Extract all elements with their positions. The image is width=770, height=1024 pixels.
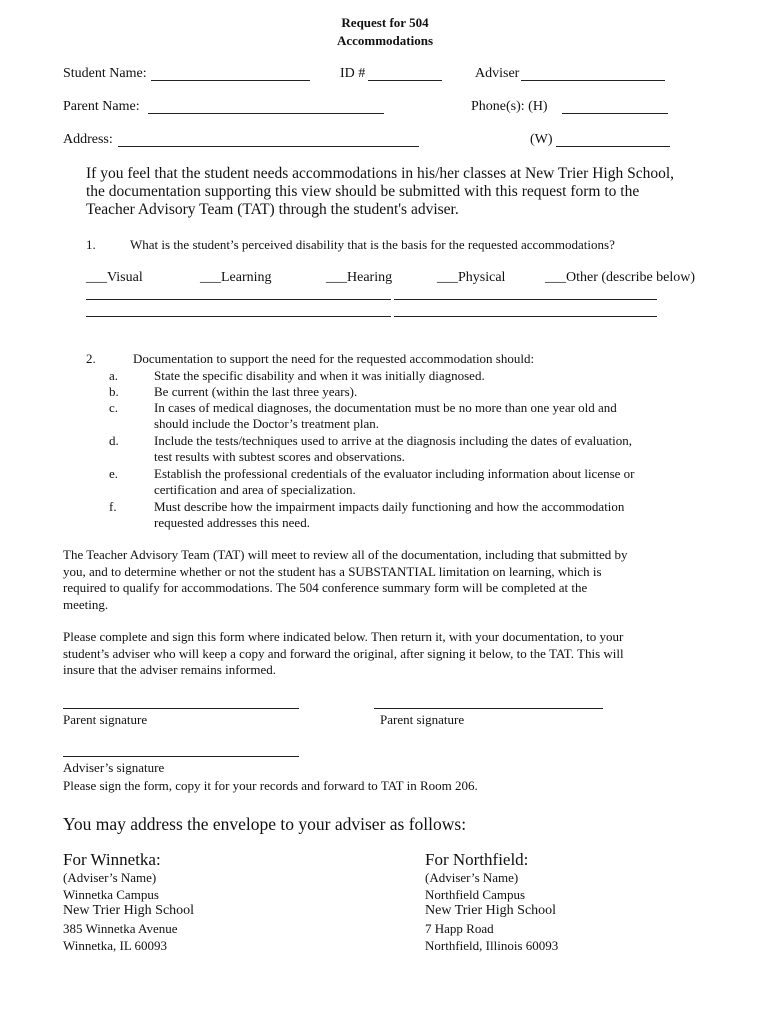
phone-home-line[interactable] [562, 113, 668, 114]
describe-line-1a[interactable] [86, 299, 391, 300]
complete-line-2: student’s adviser who will keep a copy and forward the original, after signing it below, to the TAT. This will [63, 646, 624, 661]
phone-work-line[interactable] [556, 146, 670, 147]
tat-line-4: meeting. [63, 597, 109, 612]
title-line-1: Request for 504 [341, 15, 429, 30]
northfield-title: For Northfield: [425, 850, 529, 869]
q2-item-d-line1: Include the tests/techniques used to arrive at the diagnosis including the dates of evaluation, [154, 433, 632, 448]
complete-line-3: insure that the adviser remains informed. [63, 662, 276, 677]
northfield-line-3: New Trier High School [425, 903, 557, 918]
intro-line-2: the documentation supporting this view should be submitted with this request form to the [86, 183, 640, 200]
winnetka-line-5: Winnetka, IL 60093 [63, 938, 168, 953]
q2-item-b: Be current (within the last three years). [154, 384, 358, 399]
tat-line-3: required to qualify for accommodations. The 504 conference summary form will be completed at the [63, 580, 588, 595]
q2-item-c-line1: In cases of medical diagnoses, the documentation must be no more than one year old and [154, 400, 617, 415]
q2-item-e-line2: certification and area of specialization. [154, 482, 356, 497]
q2-item-c-line2: should include the Doctor’s treatment plan. [154, 416, 380, 431]
northfield-line-1: (Adviser’s Name) [425, 870, 519, 885]
intro-line-3: Teacher Advisory Team (TAT) through the student's adviser. [86, 201, 459, 218]
option-learning[interactable]: ___Learning [200, 270, 272, 285]
q2-item-d-letter: d. [109, 433, 119, 448]
q2-item-a-letter: a. [109, 368, 119, 383]
option-visual[interactable]: ___Visual [86, 270, 143, 285]
northfield-line-5: Northfield, Illinois 60093 [425, 938, 559, 953]
parent-signature-line-2[interactable] [374, 708, 603, 709]
northfield-line-4: 7 Happ Road [425, 921, 494, 936]
q2-item-d-line2: test results with subtest scores and observations. [154, 449, 405, 464]
winnetka-line-2: Winnetka Campus [63, 887, 159, 902]
option-other[interactable]: ___Other (describe below) [545, 270, 696, 285]
q1-number: 1. [86, 237, 96, 252]
q2-item-e-line1: Establish the professional credentials of the evaluator including information about license or [154, 466, 635, 481]
winnetka-line-4: 385 Winnetka Avenue [63, 921, 178, 936]
northfield-line-2: Northfield Campus [425, 887, 526, 902]
q2-item-c-letter: c. [109, 400, 119, 415]
phone-work-label: (W) [530, 132, 553, 147]
q2-item-f-line2: requested addresses this need. [154, 515, 310, 530]
tat-line-1: The Teacher Advisory Team (TAT) will meet to review all of the documentation, including that submitted by [63, 547, 628, 562]
option-hearing[interactable]: ___Hearing [326, 270, 393, 285]
q2-item-a: State the specific disability and when it was initially diagnosed. [154, 368, 485, 383]
student-name-label: Student Name: [63, 66, 147, 81]
intro-line-1: If you feel that the student needs accommodations in his/her classes at New Trier High School, [86, 165, 675, 182]
parent-signature-label-2: Parent signature [380, 712, 465, 727]
parent-signature-line-1[interactable] [63, 708, 299, 709]
q2-item-b-letter: b. [109, 384, 119, 399]
describe-line-2b[interactable] [394, 316, 657, 317]
id-line[interactable] [368, 80, 442, 81]
describe-line-2a[interactable] [86, 316, 391, 317]
sign-instruction: Please sign the form, copy it for your records and forward to TAT in Room 206. [63, 778, 478, 793]
envelope-heading: You may address the envelope to your adviser as follows: [63, 814, 467, 834]
parent-name-line[interactable] [148, 113, 384, 114]
winnetka-line-1: (Adviser’s Name) [63, 870, 157, 885]
adviser-signature-line[interactable] [63, 756, 299, 757]
q2-item-f-line1: Must describe how the impairment impacts daily functioning and how the accommodation [154, 499, 625, 514]
q2-item-e-letter: e. [109, 466, 119, 481]
parent-name-label: Parent Name: [63, 99, 140, 114]
adviser-line[interactable] [521, 80, 665, 81]
winnetka-title: For Winnetka: [63, 850, 161, 869]
option-physical[interactable]: ___Physical [437, 270, 506, 285]
tat-line-2: you, and to determine whether or not the student has a SUBSTANTIAL limitation on learning, which is [63, 564, 602, 579]
q2-heading: Documentation to support the need for the requested accommodation should: [133, 351, 535, 366]
title-line-2: Accommodations [336, 33, 434, 48]
address-label: Address: [63, 132, 113, 147]
q2-item-f-letter: f. [109, 499, 117, 514]
id-label: ID # [340, 66, 366, 81]
describe-line-1b[interactable] [394, 299, 657, 300]
q1-question: What is the student’s perceived disability that is the basis for the requested accommodations? [130, 237, 615, 252]
address-line[interactable] [118, 146, 419, 147]
complete-line-1: Please complete and sign this form where indicated below. Then return it, with your documentation, to your [63, 629, 624, 644]
phone-home-label: Phone(s): (H) [471, 99, 548, 114]
adviser-label: Adviser [475, 66, 520, 81]
winnetka-line-3: New Trier High School [63, 903, 195, 918]
q2-number: 2. [86, 351, 96, 366]
parent-signature-label-1: Parent signature [63, 712, 148, 727]
student-name-line[interactable] [151, 80, 310, 81]
adviser-signature-label: Adviser’s signature [63, 760, 165, 775]
